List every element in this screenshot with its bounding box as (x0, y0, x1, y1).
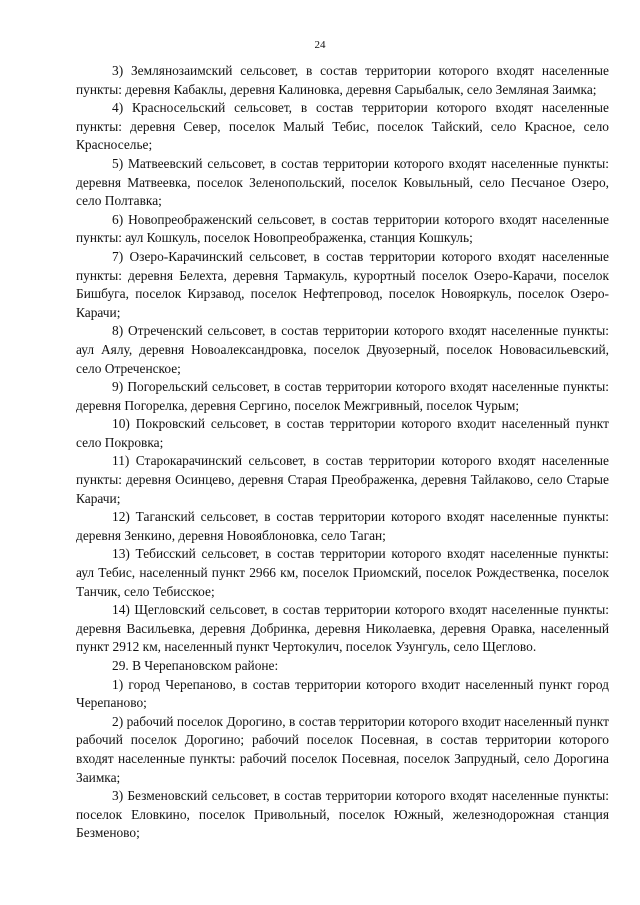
page-number: 24 (314, 39, 326, 51)
paragraph-item-7-ozero-karachinsky: 7) Озеро-Карачинский сельсовет, в состав территории которого входят населенные пункты: деревня Белехта, деревня Тармакуль, курортный поселок Озеро-Карачи, поселок Бишбуга, поселок Кирзавод, поселок Нефтепровод, поселок Новояркуль, поселок Озеро-Карачи; (76, 248, 609, 320)
paragraph-item-11-starokarachinsky: 11) Старокарачинский сельсовет, в состав территории которого входят населенные пункты: деревня Осинцево, деревня Старая Преображенка, деревня Тайлаково, село Старые Карачи; (76, 453, 609, 506)
document-body (76, 62, 609, 843)
paragraph-item-1-cherepanovo: 1) город Черепаново, в состав территории которого входит населенный пункт город Черепаново; (76, 676, 609, 711)
paragraph-item-8-otrechensky: 8) Отреченский сельсовет, в состав территории которого входят населенные пункты: аул Аялу, деревня Новоалександровка, поселок Двуозерный, поселок Нововасильевский, село Отреченское; (76, 323, 609, 376)
paragraph-item-10-pokrovsky: 10) Покровский сельсовет, в состав территории которого входит населенный пункт село Покровка; (76, 416, 609, 450)
paragraph-item-5-matveevsky: 5) Матвеевский сельсовет, в состав территории которого входят населенные пункты: деревня Матвеевка, поселок Зеленопольский, поселок Ковыльный, село Песчаное Озеро, село Полтавка; (76, 155, 609, 209)
paragraph-item-3-bezmenovsky: 3) Безменовский сельсовет, в состав территории которого входят населенные пункты: поселок Еловкино, поселок Привольный, поселок Южный, железнодорожная станция Безменово; (76, 788, 609, 841)
paragraph-item-12-tagansky: 12) Таганский сельсовет, в состав территории которого входят населенные пункты: деревня Зенкино, деревня Новояблоновка, село Таган; (76, 509, 609, 543)
paragraph-item-13-tebissky: 13) Тебисский сельсовет, в состав территории которого входят населенные пункты: аул Тебис, населенный пункт 2966 км, поселок Приомский, поселок Рождественка, поселок Танчик, село Тебисское; (76, 546, 609, 599)
paragraph-item-2-dorogino: 2) рабочий поселок Дорогино, в состав территории которого входит населенный пункт рабочий поселок Дорогино; рабочий поселок Посевная, в состав территории которого входят населенные пункты: рабочий поселок Посевная, поселок Запрудный, село Дорогина Заимка; (76, 713, 609, 785)
paragraph-item-14-shcheglovsky: 14) Щегловский сельсовет, в состав территории которого входят населенные пункты: деревня Васильевка, деревня Добринка, деревня Николаевка, деревня Оравка, населенный пункт 2912 км, населенный пункт Чертокулич, поселок Узунгуль, село Щеглово. (76, 602, 609, 655)
paragraph-item-9-pogorelsky: 9) Погорельский сельсовет, в состав территории которого входят населенные пункты: деревня Погорелка, деревня Сергино, поселок Межгривный, поселок Чурым; (76, 379, 609, 413)
paragraph-item-4-krasnoselsky: 4) Красносельский сельсовет, в состав территории которого входят населенные пункты: деревня Север, поселок Малый Тебис, поселок Тайский, село Красное, село Красноселье; (76, 100, 609, 153)
section-heading-cherepanovsky-district: 29. В Черепановском районе: (112, 658, 279, 673)
paragraph-item-3-zemlyanozaimsky: 3) Землянозаимский сельсовет, в состав территории которого входят населенные пункты: деревня Кабаклы, деревня Калиновка, деревня Сарыбалык, село Земляная Заимка; (76, 63, 609, 97)
paragraph-item-6-novopreobrazhensky: 6) Новопреображенский сельсовет, в состав территории которого входят населенные пункты: аул Кошкуль, поселок Новопреображенка, станция Кошкуль; (76, 211, 609, 246)
